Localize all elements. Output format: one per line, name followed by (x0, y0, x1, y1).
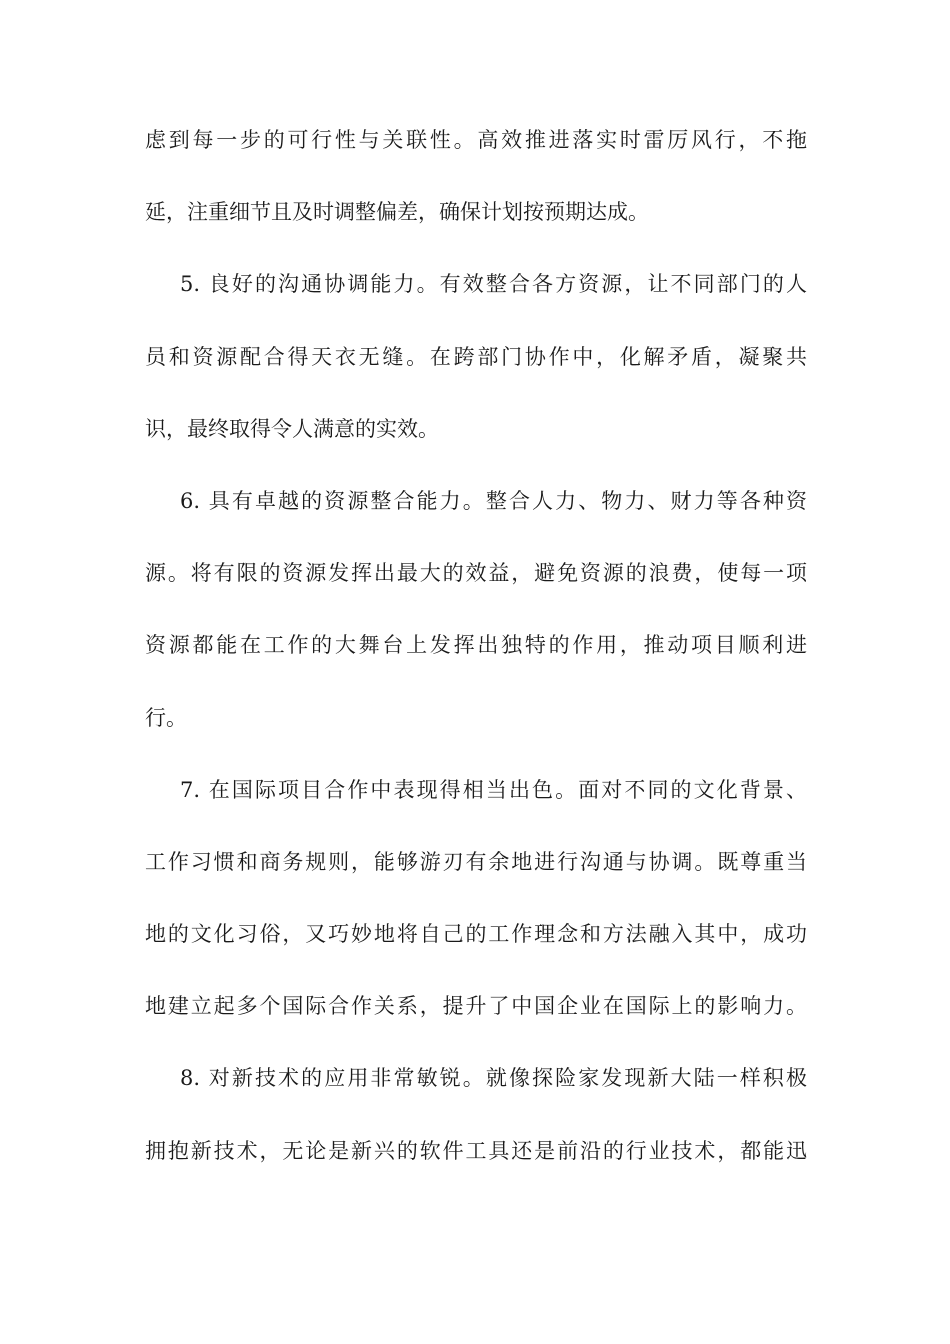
list-item-6-line: 6. 具有卓越的资源整合能力。整合人力、物力、财力等各种资 (180, 488, 807, 513)
text-line: 地建立起多个国际合作关系，提升了中国企业在国际上的影响力。 (145, 994, 807, 1019)
text-line: 行。 (145, 705, 187, 730)
text-line: 识，最终取得令人满意的实效。 (145, 416, 439, 441)
text-line: 地的文化习俗，又巧妙地将自己的工作理念和方法融入其中，成功 (145, 922, 807, 947)
text-line: 员和资源配合得天衣无缝。在跨部门协作中，化解矛盾，凝聚共 (145, 344, 807, 369)
text-line: 延，注重细节且及时调整偏差，确保计划按预期达成。 (145, 200, 649, 225)
text-line: 拥抱新技术，无论是新兴的软件工具还是前沿的行业技术，都能迅 (145, 1138, 807, 1163)
list-item-8-line: 8. 对新技术的应用非常敏锐。就像探险家发现新大陆一样积极 (180, 1066, 807, 1091)
text-line: 源。将有限的资源发挥出最大的效益，避免资源的浪费，使每一项 (145, 561, 807, 586)
text-line: 虑到每一步的可行性与关联性。高效推进落实时雷厉风行，不拖 (145, 128, 807, 152)
text-line: 工作习惯和商务规则，能够游刃有余地进行沟通与协调。既尊重当 (145, 849, 807, 874)
text-line: 资源都能在工作的大舞台上发挥出独特的作用，推动项目顺利进 (145, 633, 807, 658)
list-item-5-line: 5. 良好的沟通协调能力。有效整合各方资源，让不同部门的人 (180, 272, 807, 297)
document-body (145, 118, 807, 1201)
list-item-7-line: 7. 在国际项目合作中表现得相当出色。面对不同的文化背景、 (180, 777, 807, 802)
